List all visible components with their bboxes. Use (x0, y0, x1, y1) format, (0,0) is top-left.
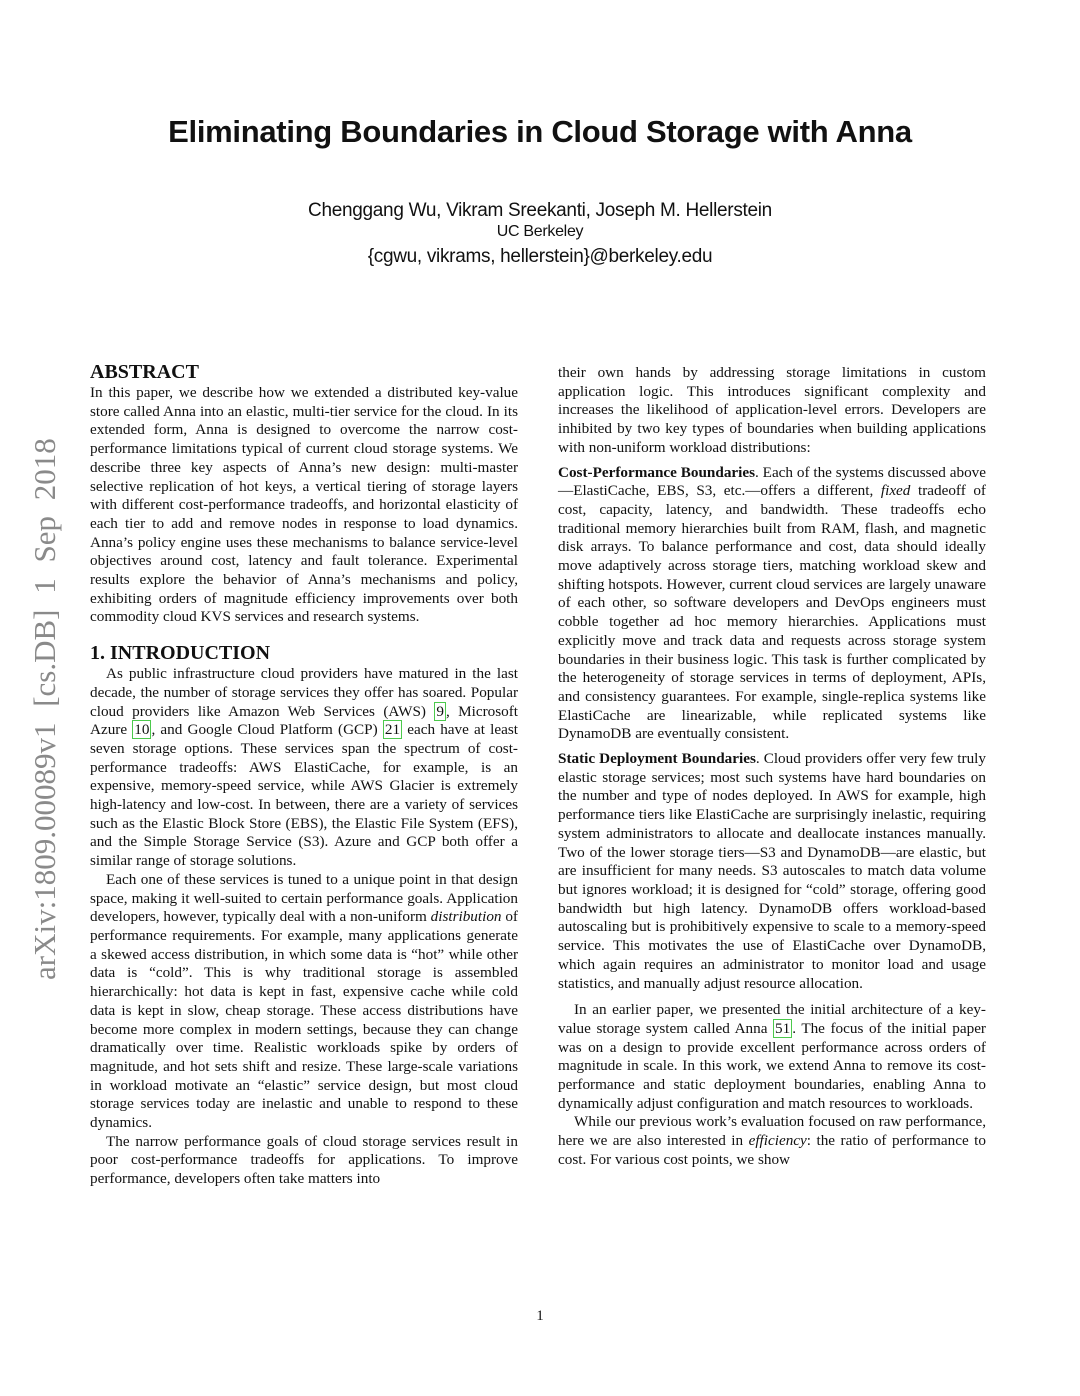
cost-performance-paragraph (558, 464, 986, 745)
text-run: . Each of the systems discussed above—ElastiCache, EBS, S3, etc.—offers a different, (558, 463, 986, 500)
emphasis: distribution (430, 908, 502, 926)
text-run: As public infrastructure cloud providers have matured in the last decade, the number of storage services they offer has soared. Popular cloud providers like Amazon Web Services (AWS) (90, 665, 518, 720)
intro-paragraph-1 (90, 665, 518, 871)
text-run: , Microsoft Azure (90, 702, 518, 739)
text-run: of performance requirements. For example, many applications generate a skewed access distribution, in which some data is “hot” while other data is “cold”. This is why traditional storage is assembled hierarchically: hot data is kept in fast, expensive cache while cold data is kept in slow, cheap storage. These access distributions have become more complex in modern settings, because they can change dramatically over time. Realistic workloads spike by orders of magnitude, and hot sets shift and resize. These large-scale variations in workload motivate an “elastic” service design, but most cloud storage services today are inelastic and unable to respond to these dynamics. (90, 908, 518, 1132)
runin-heading: Static Deployment Boundaries (558, 750, 756, 768)
abstract-text: In this paper, we describe how we extended a distributed key-value store called Anna into an elastic, multi-tier service for the cloud. In its extended form, Anna is designed to overcome the narrow cost-performance limitations typical of current cloud storage systems. We describe three key aspects of Anna’s new design: multi-master selective replication of hot keys, a vertical tiering of storage layers with different cost-performance tradeoffs, and horizontal elasticity of each tier to add and remove nodes in response to load dynamics. Anna’s policy engine uses these mechanisms to balance service-level objectives around cost, latency and fault tolerance. Experimental results explore the behavior of Anna’s mechanisms and policy, exhibiting orders of magnitude efficiency improvements over both commodity cloud KVS services and research systems. (90, 384, 518, 626)
abstract-heading: ABSTRACT (90, 361, 199, 383)
text-run: Each one of these services is tuned to a unique point in that design space, making it well-suited to certain performance goals. Application developers, however, typically deal with a non-uniform (90, 870, 518, 926)
intro-paragraph-3: The narrow performance goals of cloud storage services result in poor cost-performance tradeoffs for applications. To improve performance, developers often take matters into (90, 1132, 518, 1188)
text-run: : the ratio of performance to cost. For various cost points, we show (558, 1132, 986, 1168)
left-column (90, 360, 518, 1189)
runin-heading: Cost-Performance Boundaries (558, 463, 756, 481)
author-emails: {cgwu, vikrams, hellerstein}@berkeley.edu (367, 246, 713, 267)
author-list: Chenggang Wu, Vikram Sreekanti, Joseph M. Hellerstein (308, 200, 772, 221)
emphasis: fixed (880, 482, 911, 500)
text-run: In an earlier paper, we presented the initial architecture of a key-value storage system called Anna (558, 1001, 986, 1037)
text-run: While our previous work’s evaluation focused on raw performance, here we are also interested in (558, 1113, 986, 1150)
citation-link[interactable]: 21 (384, 721, 401, 739)
text-run: , and Google Cloud Platform (GCP) (151, 721, 383, 739)
arxiv-stamp: arXiv:1809.00089v1 [cs.DB] 1 Sep 2018 (27, 438, 62, 980)
static-deployment-paragraph (558, 750, 986, 993)
text-run: each have at least seven storage options. These services span the spectrum of cost-performance tradeoffs: AWS ElastiCache, for example, is an expensive, memory-speed service, while AWS Glacier is extremely high-latency and low-cost. In between, there are a variety of services such as the Elastic Block Store (EBS), the Elastic File System (EFS), and the Simple Storage Service (S3). Azure and GCP both offer a similar range of storage solutions. (90, 721, 519, 870)
affiliation: UC Berkeley (496, 223, 584, 240)
intro-paragraph-2 (90, 871, 518, 1133)
introduction-heading: 1. INTRODUCTION (90, 642, 271, 665)
intro-paragraph-4 (558, 1001, 986, 1113)
text-run: . Cloud providers offer very few truly elastic storage services; most such systems have hard boundaries on the number and type of nodes deployed. In AWS for example, high performance tiers like ElastiCache are surprisingly inelastic, requiring system administrators to allocate and deallocate instances manually. Two of the lower storage tiers—S3 and DynamoDB—are elastic, but are insufficient for many needs. S3 autoscales to match data volume but ignores workload; it is designed for “cold” storage, offering good bandwidth but high latency. DynamoDB offers workload-based autoscaling but is prohibitively expensive to scale to a memory-speed service. This motivates the use of ElastiCache over DynamoDB, which again requires an administrator to monitor load and usage statistics, and manually adjust resource allocation. (558, 750, 986, 992)
citation-link[interactable]: 9 (436, 702, 444, 720)
text-run: . The focus of the initial paper was on a design to provide excellent performance across orders of magnitude in scale. In this work, we extend Anna to remove its cost-performance and static deployment boundaries, enabling Anna to dynamically adjust configuration and match resources to workloads. (558, 1019, 986, 1112)
intro-paragraph-3-continued: their own hands by addressing storage limitations in custom application logic. This introduces significant complexity and increases the likelihood of application-level errors. Developers are inhibited by two key types of boundaries when building applications with non-uniform workload distributions: (558, 364, 986, 456)
page-number: 1 (536, 1308, 544, 1324)
paper-title: Eliminating Boundaries in Cloud Storage with Anna (168, 114, 912, 149)
citation-link[interactable]: 51 (775, 1019, 791, 1037)
citation-link[interactable]: 10 (134, 721, 150, 739)
right-column (558, 364, 986, 1170)
intro-paragraph-5 (558, 1113, 986, 1169)
emphasis: efficiency (748, 1132, 807, 1150)
text-run: tradeoff of cost, capacity, latency, and bandwidth. These tradeoffs echo traditional memory hierarchies built from RAM, flash, and magnetic disk arrays. To balance performance and cost, data should ideally move adaptively across storage tiers, matching workload skew and shifting hotspots. However, current cloud services are largely unaware of each other, so software developers and DevOps engineers must cobble together ad hoc memory hierarchies. Applications must explicitly move and track data and requests across storage system boundaries in their business logic. This task is further complicated by the heterogeneity of storage services in terms of deployment, APIs, and consistency guarantees. For example, single-replica systems like ElastiCache are linearizable, while replicated systems like DynamoDB are eventually consistent. (558, 482, 986, 743)
